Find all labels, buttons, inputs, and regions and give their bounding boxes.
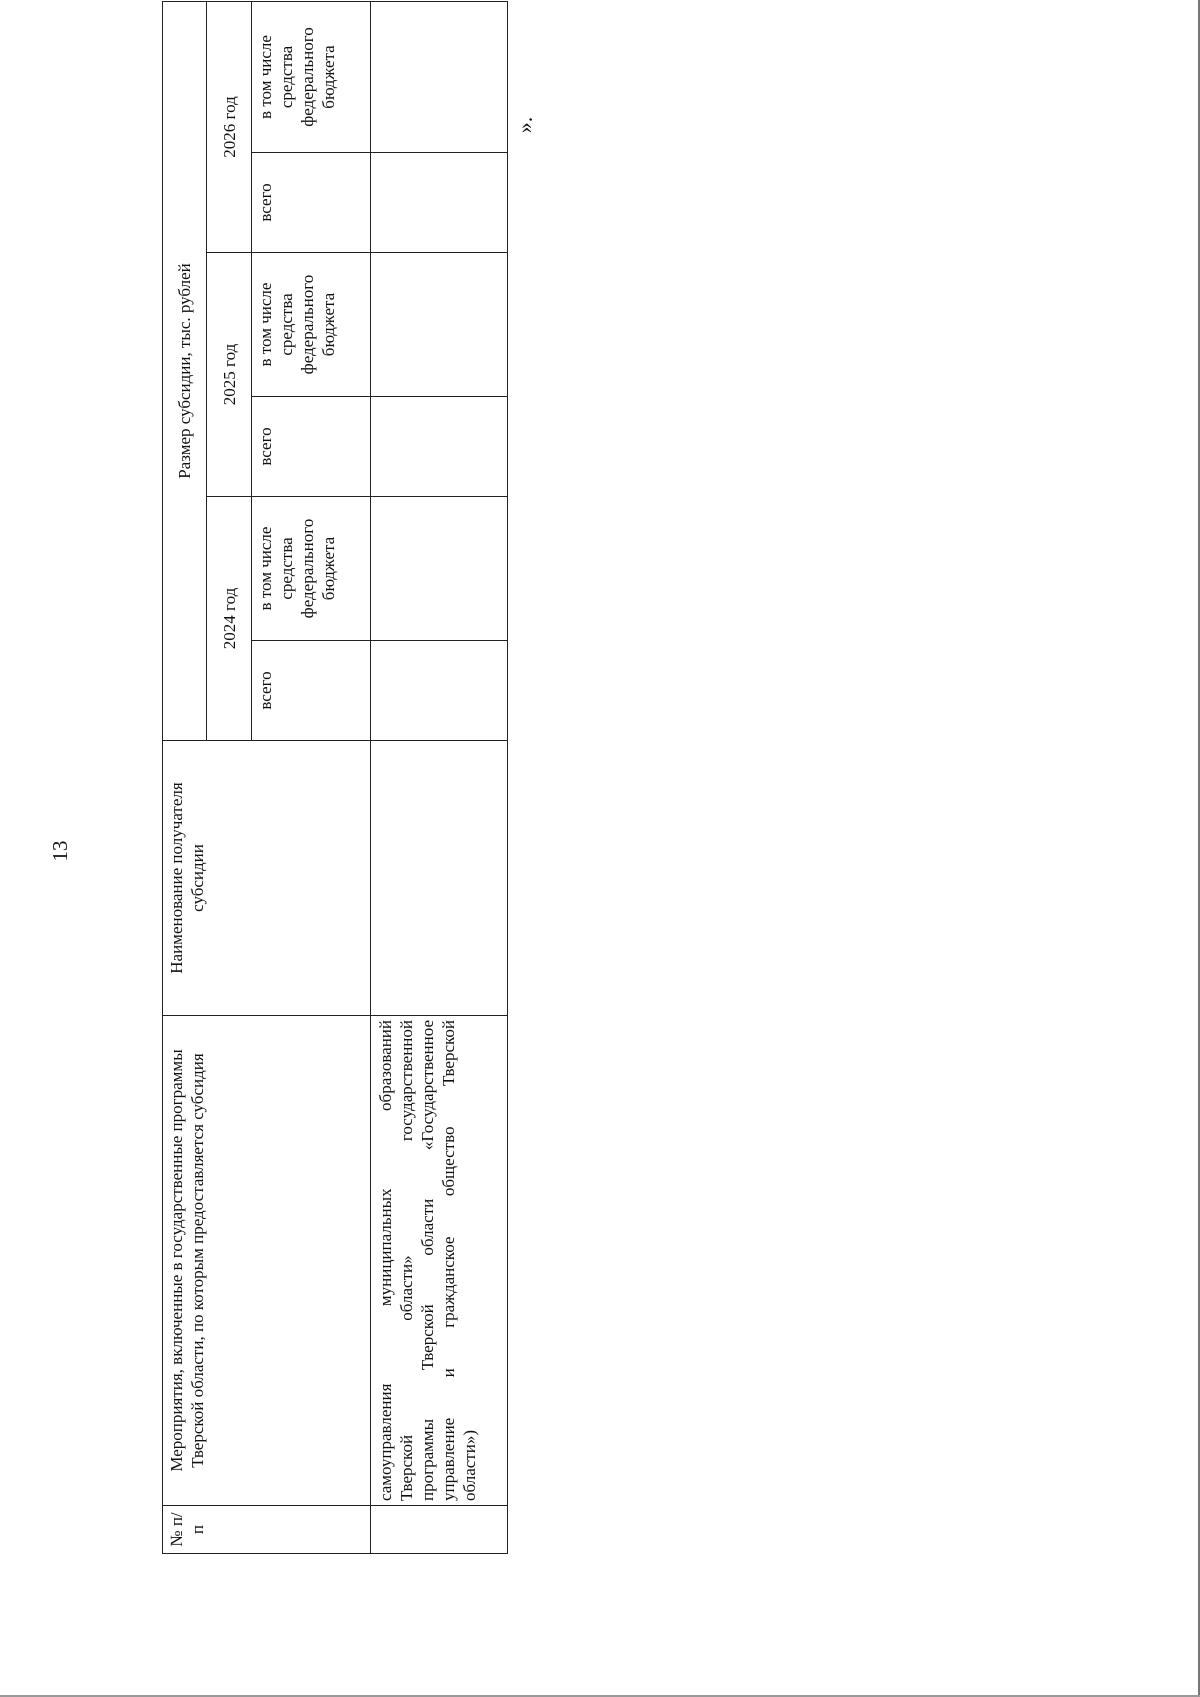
cell-recipient — [370, 741, 507, 1016]
table-row — [370, 1, 507, 1553]
header-measures: Мероприятия, включенные в государственные программы Тверской области, по которым предоставляется субсидия — [163, 1016, 371, 1506]
header-recipient: Наименование получателя субсидии — [163, 741, 371, 1016]
measures-line: области») — [459, 1430, 479, 1501]
header-total-2026: всего — [251, 153, 370, 253]
header-total-2024: всего — [251, 641, 370, 741]
measures-line: управление и гражданское общество Тверской — [438, 1020, 458, 1501]
cell-federal-2024 — [370, 497, 507, 641]
closing-quote: ». — [512, 116, 537, 134]
page-number: 13 — [48, 840, 72, 862]
cell-measures — [370, 1016, 507, 1506]
header-federal-2026: в том числе средства федерального бюджета — [251, 1, 370, 152]
header-year-2024: 2024 год — [207, 497, 251, 741]
header-year-2025: 2025 год — [207, 253, 251, 497]
header-year-2026: 2026 год — [207, 1, 251, 252]
header-subsidy-size: Размер субсидии, тыс. рублей — [163, 1, 207, 740]
measures-line: Тверской области» государственной — [396, 1020, 416, 1501]
subsidy-table — [162, 1, 508, 1554]
measures-line: программы Тверской области «Государственное — [417, 1020, 437, 1501]
cell-total-2025 — [370, 397, 507, 497]
cell-number — [370, 1506, 507, 1554]
cell-total-2026 — [370, 153, 507, 253]
header-federal-2025: в том числе средства федерального бюджета — [251, 253, 370, 397]
cell-federal-2025 — [370, 253, 507, 397]
measures-line: самоуправления муниципальных образований — [375, 1020, 395, 1501]
header-number: № п/п — [163, 1506, 371, 1554]
rotated-table-frame — [162, 27, 508, 1554]
header-federal-2024: в том числе средства федерального бюджета — [251, 497, 370, 641]
cell-total-2024 — [370, 641, 507, 741]
cell-federal-2026 — [370, 1, 507, 152]
header-total-2025: всего — [251, 397, 370, 497]
